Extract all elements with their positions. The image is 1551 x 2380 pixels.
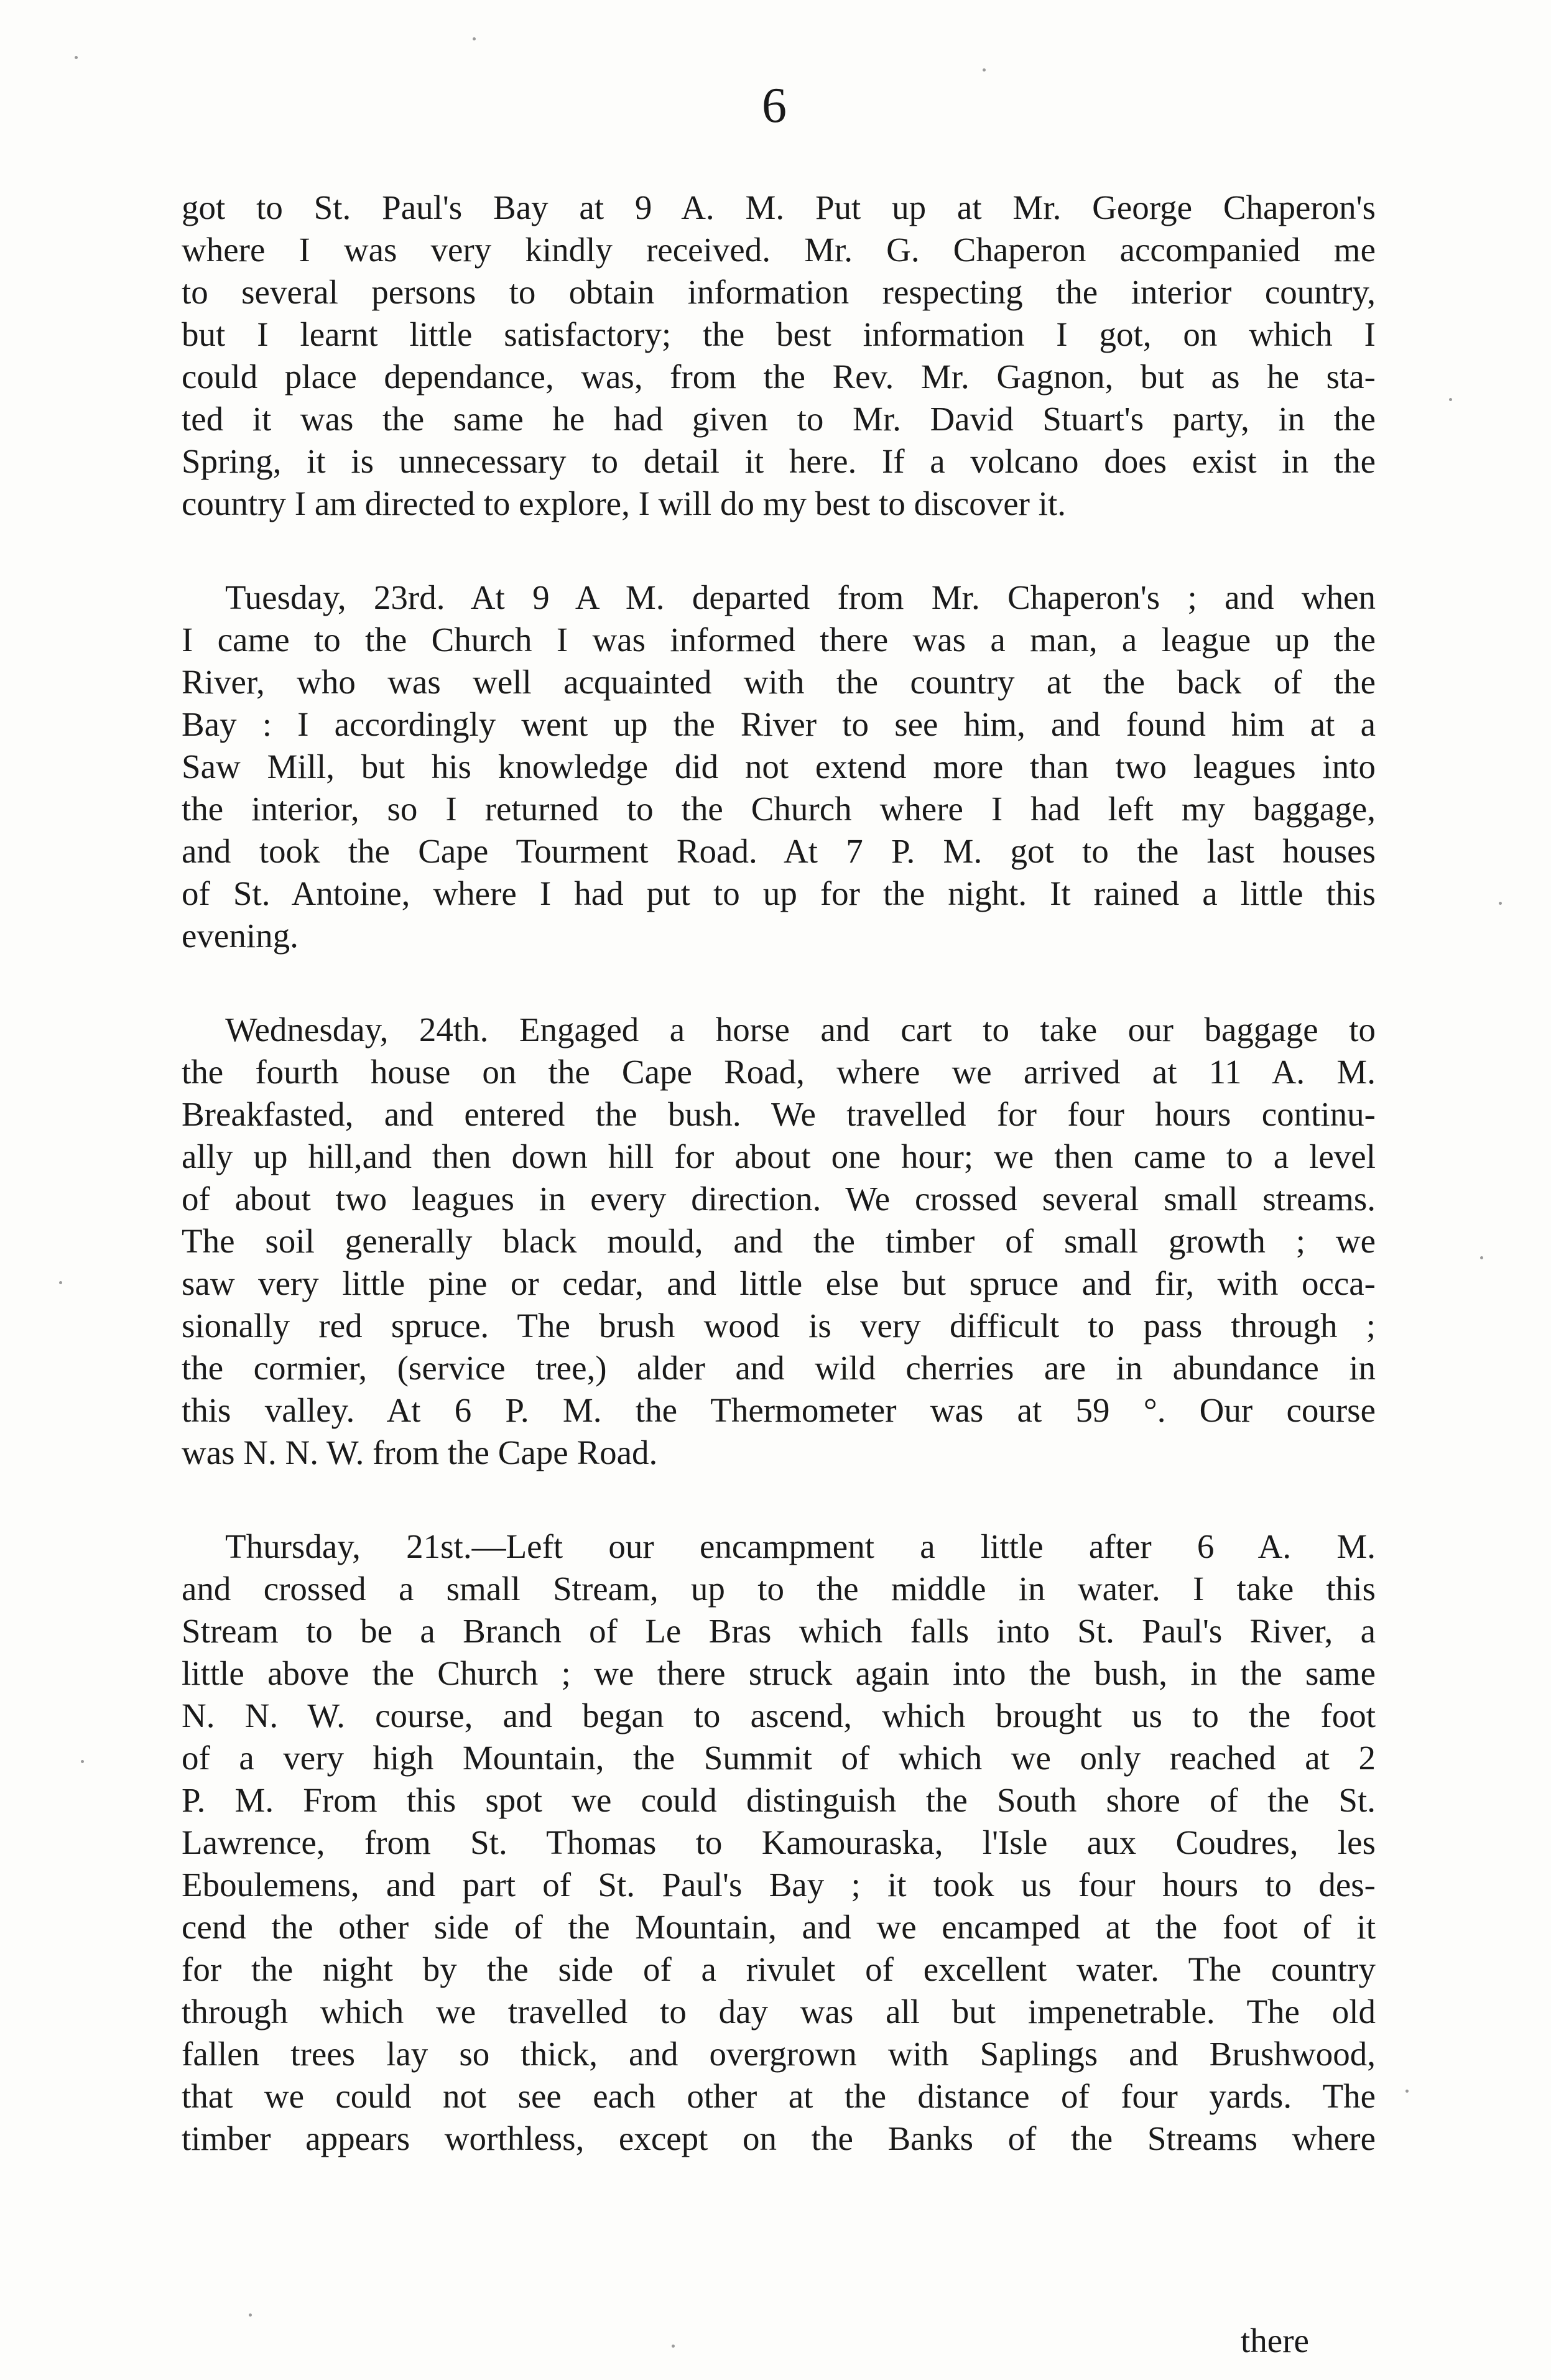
scan-speck: [473, 37, 476, 40]
page-number: 6: [762, 78, 787, 133]
scan-speck: [59, 1281, 62, 1284]
text-line: I came to the Church I was informed there was a man, a league up the: [182, 621, 1376, 659]
text-line: Spring, it is unnecessary to detail it here. If a volcano does exist in the: [182, 442, 1376, 480]
text-line: fallen trees lay so thick, and overgrown with Saplings and Brushwood,: [182, 2035, 1376, 2073]
text-line: River, who was well acquainted with the country at the back of the: [182, 663, 1376, 701]
text-line: the fourth house on the Cape Road, where we arrived at 11 A. M.: [182, 1053, 1376, 1091]
text-line: where I was very kindly received. Mr. G. Chaperon accompanied me: [182, 231, 1376, 269]
text-line: the cormier, (service tree,) alder and wild cherries are in abundance in: [182, 1349, 1376, 1387]
text-line: through which we travelled to day was all but impenetrable. The old: [182, 1993, 1376, 2030]
scan-speck: [81, 1760, 84, 1763]
text-line: Breakfasted, and entered the bush. We travelled for four hours continu-: [182, 1095, 1376, 1133]
text-line: of a very high Mountain, the Summit of which we only reached at 2: [182, 1739, 1376, 1777]
text-line: timber appears worthless, except on the Banks of the Streams where: [182, 2119, 1376, 2157]
text-line: got to St. Paul's Bay at 9 A. M. Put up at Mr. George Chaperon's: [182, 188, 1376, 226]
text-line: Thursday, 21st.—Left our encampment a little after 6 A. M.: [225, 1527, 1376, 1565]
scan-speck: [983, 68, 986, 72]
text-line: evening.: [182, 917, 299, 955]
text-line: this valley. At 6 P. M. the Thermometer was at 59 °. Our course: [182, 1391, 1376, 1429]
paragraph-2: [182, 576, 1376, 957]
text-line: little above the Church ; we there struck again into the bush, in the same: [182, 1654, 1376, 1692]
body-text: [182, 187, 1376, 2160]
paragraph-1: [182, 187, 1376, 525]
text-line: Lawrence, from St. Thomas to Kamouraska, l'Isle aux Coudres, les: [182, 1823, 1376, 1861]
text-line: that we could not see each other at the distance of four yards. The: [182, 2077, 1376, 2115]
text-line: to several persons to obtain information respecting the interior country,: [182, 273, 1376, 311]
scan-speck: [249, 2313, 252, 2317]
text-line: Stream to be a Branch of Le Bras which falls into St. Paul's River, a: [182, 1612, 1376, 1650]
text-line: ally up hill,and then down hill for about one hour; we then came to a level: [182, 1137, 1376, 1175]
text-line: saw very little pine or cedar, and little else but spruce and fir, with occa-: [182, 1264, 1376, 1302]
text-line: and crossed a small Stream, up to the middle in water. I take this: [182, 1570, 1376, 1608]
text-line: of St. Antoine, where I had put to up for the night. It rained a little this: [182, 874, 1376, 912]
text-line: cend the other side of the Mountain, and we encamped at the foot of it: [182, 1908, 1376, 1946]
scan-speck: [1480, 1256, 1483, 1259]
catchword: there: [1241, 2322, 1309, 2359]
text-line: Wednesday, 24th. Engaged a horse and cart to take our baggage to: [225, 1011, 1376, 1049]
text-line: Bay : I accordingly went up the River to see him, and found him at a: [182, 705, 1376, 743]
text-line: country I am directed to explore, I will do my best to discover it.: [182, 484, 1066, 522]
text-line: was N. N. W. from the Cape Road.: [182, 1433, 658, 1471]
text-line: sionally red spruce. The brush wood is very difficult to pass through ;: [182, 1307, 1376, 1345]
text-line: N. N. W. course, and began to ascend, which brought us to the foot: [182, 1697, 1376, 1734]
text-line: could place dependance, was, from the Rev. Mr. Gagnon, but as he sta-: [182, 358, 1376, 396]
text-line: Eboulemens, and part of St. Paul's Bay ; it took us four hours to des-: [182, 1866, 1376, 1904]
paragraph-3: [182, 1009, 1376, 1474]
text-line: but I learnt little satisfactory; the best information I got, on which I: [182, 315, 1376, 353]
scan-speck: [1405, 2090, 1409, 2093]
text-line: for the night by the side of a rivulet of excellent water. The country: [182, 1950, 1376, 1988]
text-line: of about two leagues in every direction. We crossed several small streams.: [182, 1180, 1376, 1218]
text-line: ted it was the same he had given to Mr. David Stuart's party, in the: [182, 400, 1376, 438]
scan-speck: [75, 56, 78, 59]
text-line: Saw Mill, but his knowledge did not extend more than two leagues into: [182, 748, 1376, 785]
text-line: the interior, so I returned to the Church where I had left my baggage,: [182, 790, 1376, 828]
text-line: P. M. From this spot we could distinguish the South shore of the St.: [182, 1781, 1376, 1819]
scan-speck: [1449, 398, 1452, 401]
scan-speck: [1499, 902, 1502, 905]
text-line: Tuesday, 23rd. At 9 A M. departed from Mr. Chaperon's ; and when: [225, 578, 1376, 616]
text-line: and took the Cape Tourment Road. At 7 P. M. got to the last houses: [182, 832, 1376, 870]
scan-speck: [672, 2345, 675, 2348]
paragraph-4: [182, 1526, 1376, 2160]
text-line: The soil generally black mould, and the timber of small growth ; we: [182, 1222, 1376, 1260]
